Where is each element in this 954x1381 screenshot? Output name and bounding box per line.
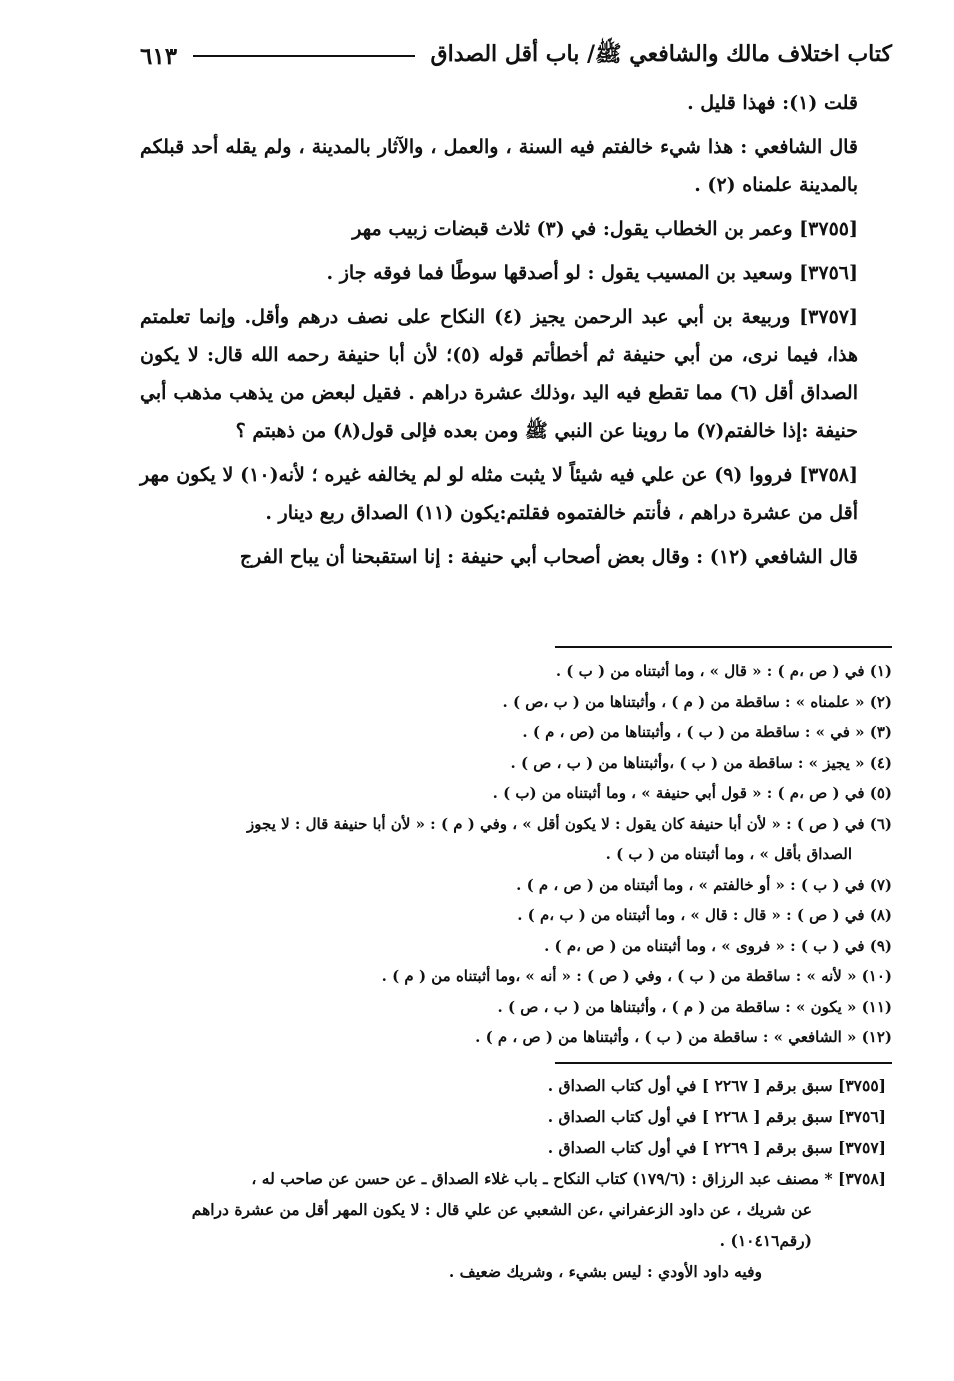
footnote: (٩) في ( ب ) : « فروى » ، وما أثبتناه من ( ص ،م ) .	[544, 936, 892, 955]
footnotes	[140, 656, 892, 1053]
paragraph-3757-text: وربيعة بن أبي عبد الرحمن يجيز (٤) النكاح على نصف درهم وأقل. وإنما تعلمتم هذا، فيما نرى، من أبي حنيفة ثم أخطأتم قوله (٥)؛ لأن أبا حنيفة رحمه الله قال: لا يكون الصداق أقل (٦) مما تقطع فيه اليد ،وذلك عشرة دراهم . فقيل لبعض من يذهب مذهب أبي حنيفة :إذا خالفتم(٧) ما روينا عن النبي ﷺ ومن بعده فإلى قول(٨) من ذهبتم ؟	[140, 306, 858, 442]
footnote: (٣) « في » : ساقطة من ( ب ) ، وأثبتناها من (ص ، م ) .	[522, 723, 892, 741]
paragraph-3758	[140, 456, 892, 532]
footnote: (٥) في ( ص ،م ) : « قول أبي حنيفة » ، وما أثبتناه من (ب ) .	[492, 784, 892, 802]
paragraph-7	[140, 538, 892, 576]
reference-id: [٣٧٥٧]	[838, 1138, 886, 1157]
paragraph-3756	[140, 254, 892, 292]
reference-text: * مصنف عبد الرزاق : (١٧٩/٦) كتاب النكاح ـ باب غلاء الصداق ـ عن حسن عن صاحب له ،	[251, 1169, 838, 1188]
reference-id: [٣٧٥٨]	[838, 1169, 886, 1188]
reference-text: سبق برقم [ ٢٢٦٩ ] في أول كتاب الصداق .	[547, 1138, 838, 1157]
paragraph-3756-text: وسعيد بن المسيب يقول : لو أصدقها سوطًا فما فوقه جاز .	[326, 262, 800, 284]
footnote: (٧) في ( ب ) : « أو خالفتم » ، وما أثبتناه من ( ص ، م ) .	[516, 875, 892, 894]
hadith-number: [٣٧٥٧]	[799, 306, 858, 328]
footnote: (١٠) « لأنه » : ساقطة من ( ب ) ، وفي ( ص ) : « أنه » ،وما أثبتناه من ( م ) .	[381, 967, 892, 985]
reference-continuation: عن شريك ، عن داود الزعفراني ،عن الشعبي عن علي قال : لا يكون المهر أقل من عشرة دراهم	[191, 1200, 812, 1219]
paragraph-1	[140, 84, 892, 122]
reference-id: [٣٧٥٥]	[838, 1076, 886, 1095]
hadith-number: [٣٧٥٥]	[799, 218, 858, 240]
main-text	[140, 84, 892, 582]
speaker-label: قال الشافعي (١٢)	[709, 546, 858, 568]
hadith-number: [٣٧٥٨]	[799, 464, 858, 486]
footnote: (٦) في ( ص ) : « لأن أبا حنيفة كان يقول : لا يكون أقل » ، وفي ( م ) : « لأن أبا حنيفة قال : لا يجوز	[247, 814, 892, 833]
paragraph-2-text: هذا شيء خالفتم فيه السنة ، والعمل ، والآثار بالمدينة ، ولم يقله أحد قبلكم بالمدينة علمناه (٢) .	[140, 136, 858, 196]
footnote: (١) في ( ص ،م ) : « قال » ، وما أثبتناه من ( ب ) .	[555, 662, 892, 680]
references	[140, 1070, 892, 1287]
page-number: ٦١٣	[140, 42, 178, 70]
footnote: (٨) في ( ص ) : « قال : قال » ، وما أثبتناه من ( ب ،م ) .	[517, 906, 892, 924]
footnote: (١٢) « الشافعي » : ساقطة من ( ب ) ، وأثبتناها من ( ص ، م ) .	[475, 1028, 892, 1046]
footnote: (١١) « يكون » : ساقطة من ( م ) ، وأثبتناها من ( ب ، ص ) .	[497, 997, 892, 1016]
references-separator	[555, 1062, 892, 1064]
paragraph-2	[140, 128, 892, 204]
running-title: كتاب اختلاف مالك والشافعي ﷺ/ باب أقل الصداق	[430, 41, 892, 67]
reference-id: [٣٧٥٦]	[838, 1107, 886, 1126]
reference-3755	[140, 1070, 892, 1101]
header-rule	[193, 55, 414, 57]
footnote: (٤) « يجيز » : ساقطة من ( ب ) ،وأثبتناها من ( ب ، ص ) .	[510, 753, 892, 772]
speaker-label: قال الشافعي :	[740, 136, 859, 158]
reference-3756	[140, 1101, 892, 1132]
reference-text: سبق برقم [ ٢٢٦٧ ] في أول كتاب الصداق .	[547, 1076, 838, 1095]
paragraph-7-text: : وقال بعض أصحاب أبي حنيفة : إنا استقبحنا أن يباح الفرج	[239, 546, 710, 568]
reference-3757	[140, 1132, 892, 1163]
paragraph-3758-text: فرووا (٩) عن علي فيه شيئاً لا يثبت مثله لو لم يخالفه غيره ؛ لأنه(١٠) لا يكون مهر أقل من عشرة دراهم ، فأنتم خالفتموه فقلتم:يكون (١١) الصداق ربع دينار .	[140, 464, 858, 524]
reference-continuation: (رقم١٠٤١٦) .	[719, 1231, 812, 1250]
hadith-number: [٣٧٥٦]	[799, 262, 858, 284]
footnote: (٢) « علمناه » : ساقطة من ( م ) ، وأثبتناها من ( ب ،ص ) .	[502, 692, 892, 711]
reference-3758	[140, 1163, 892, 1194]
paragraph-3755	[140, 210, 892, 248]
footnote-continuation: الصداق بأقل » ، وما أثبتناه من ( ب ) .	[605, 845, 852, 863]
paragraph-1-text: قلت (١): فهذا قليل .	[687, 92, 858, 114]
footnote-separator	[555, 646, 892, 648]
reference-comment: وفيه داود الأودي : ليس بشيء ، وشريك ضعيف .	[448, 1262, 762, 1281]
paragraph-3757	[140, 298, 892, 450]
reference-text: سبق برقم [ ٢٢٦٨ ] في أول كتاب الصداق .	[547, 1107, 838, 1126]
paragraph-3755-text: وعمر بن الخطاب يقول: في (٣) ثلاث قبضات زبيب مهر	[352, 218, 800, 240]
page-header	[140, 36, 892, 76]
